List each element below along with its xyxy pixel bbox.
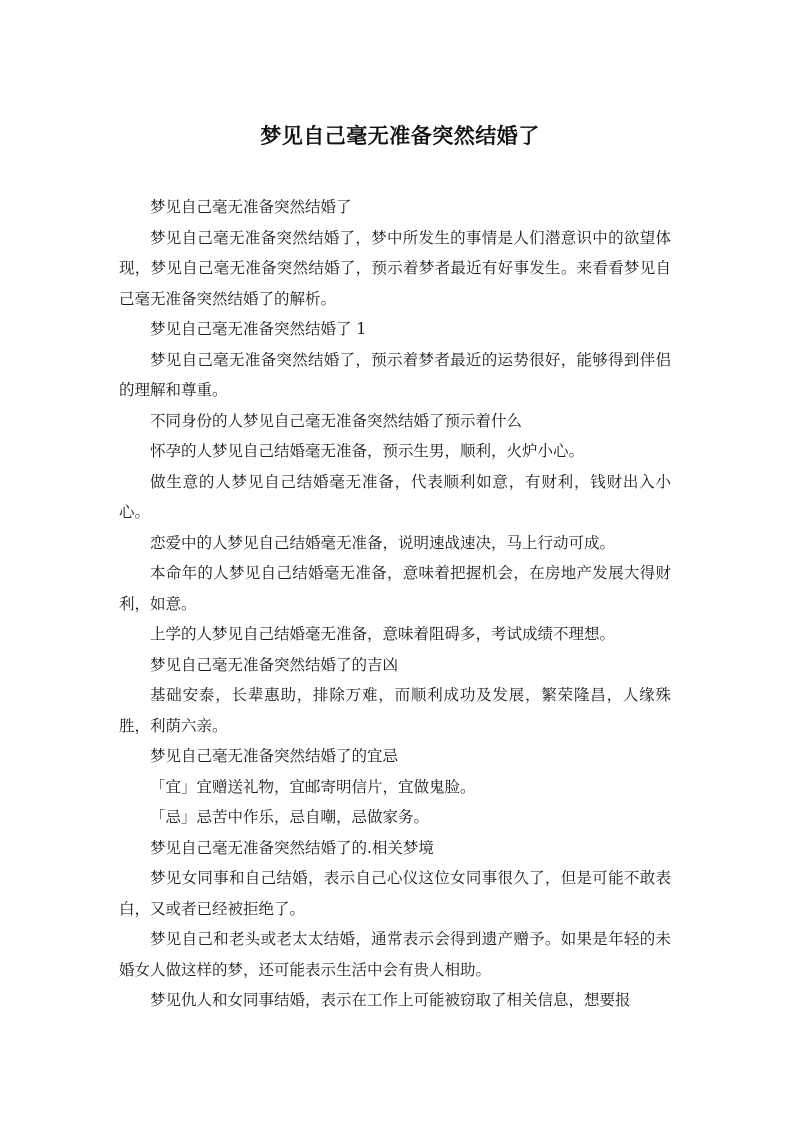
paragraph: 梦见自己毫无准备突然结婚了的吉凶 [150, 655, 399, 674]
paragraph: 基础安泰，长辈惠助，排除万难，而顺利成功及发展，繁荣隆昌，人缘殊胜，利荫六亲。 [119, 686, 671, 735]
paragraph: 梦见女同事和自己结婚，表示自己心仪这位女同事很久了，但是可能不敢表白，又或者已经被拒绝了。 [119, 869, 671, 918]
paragraph: 梦见仇人和女同事结婚，表示在工作上可能被窃取了相关信息，想要报 [150, 991, 631, 1009]
paragraph: 「宜」宜赠送礼物，宜邮寄明信片，宜做鬼脸。 [150, 777, 476, 796]
paragraph: 本命年的人梦见自己结婚毫无准备，意味着把握机会，在房地产发展大得财利，如意。 [119, 564, 671, 613]
paragraph: 梦见自己毫无准备突然结婚了，梦中所发生的事情是人们潜意识中的欲望体现，梦见自己毫无准备突然结婚了，预示着梦者最近有好事发生。来看看梦见自己毫无准备突然结婚了的解析。 [119, 228, 671, 308]
paragraph: 梦见自己毫无准备突然结婚了，预示着梦者最近的运势很好，能够得到伴侣的理解和尊重。 [119, 350, 671, 399]
paragraph: 「忌」忌苦中作乐，忌自嘲，忌做家务。 [150, 808, 430, 826]
paragraph: 做生意的人梦见自己结婚毫无准备，代表顺利如意，有财利，钱财出入小心。 [119, 472, 671, 521]
paragraph: 梦见自己毫无准备突然结婚了 [150, 198, 352, 216]
paragraph: 梦见自己毫无准备突然结婚了 1 [150, 320, 367, 338]
document-title: 梦见自己毫无准备突然结婚了 [260, 124, 540, 148]
paragraph: 恋爱中的人梦见自己结婚毫无准备，说明速战速决，马上行动可成。 [150, 533, 616, 552]
paragraph: 上学的人梦见自己结婚毫无准备，意味着阻碍多，考试成绩不理想。 [150, 625, 616, 643]
paragraph: 不同身份的人梦见自己毫无准备突然结婚了预示着什么 [150, 411, 523, 430]
paragraph: 梦见自己毫无准备突然结婚了的.相关梦境 [150, 838, 434, 857]
document-body [119, 192, 671, 1016]
paragraph: 梦见自己毫无准备突然结婚了的宜忌 [150, 747, 399, 765]
paragraph: 梦见自己和老头或老太太结婚，通常表示会得到遗产赠予。如果是年轻的未婚女人做这样的梦，还可能表示生活中会有贵人相助。 [119, 930, 671, 979]
paragraph: 怀孕的人梦见自己结婚毫无准备，预示生男，顺利，火炉小心。 [150, 442, 585, 460]
